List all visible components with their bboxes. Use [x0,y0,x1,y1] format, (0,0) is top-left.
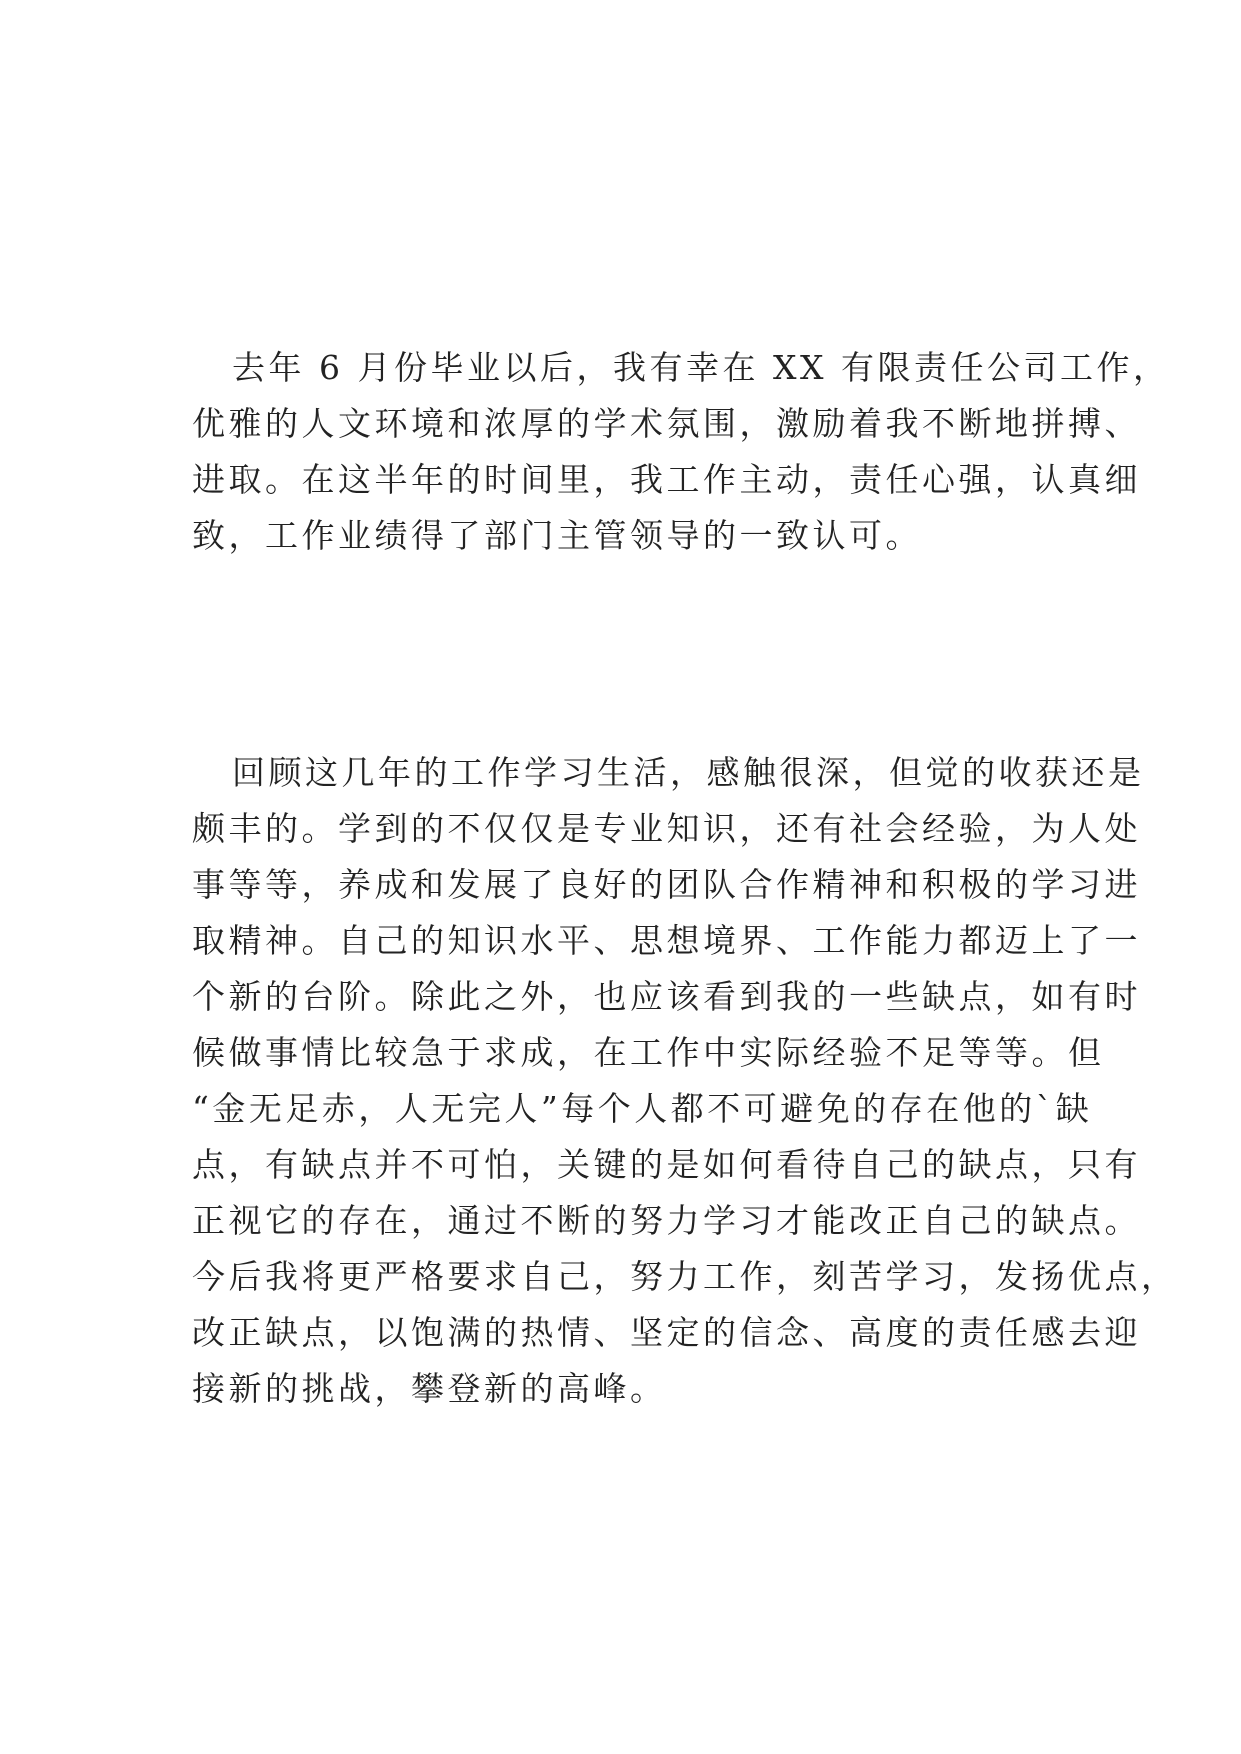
paragraph-line: 正视它的存在，通过不断的努力学习才能改正自己的缺点。 [192,1201,1141,1240]
paragraph-line: 改正缺点，以饱满的热情、坚定的信念、高度的责任感去迎 [192,1313,1141,1352]
paragraph-line: 点，有缺点并不可怕，关键的是如何看待自己的缺点，只有 [192,1145,1141,1184]
paragraph-line: 回顾这几年的工作学习生活，感触很深，但觉的收获还是 [232,753,1145,792]
paragraph-1 [192,340,1170,564]
paragraph-line: 进取。在这半年的时间里，我工作主动，责任心强，认真细 [192,460,1141,499]
paragraph-line: “金无足赤，人无完人”每个人都不可避免的存在他的`缺 [192,1089,1093,1128]
paragraph-line: 去年 6 月份毕业以后，我有幸在 XX 有限责任公司工作， [232,348,1170,387]
paragraph-line: 优雅的人文环境和浓厚的学术氛围，激励着我不断地拼搏、 [192,404,1141,443]
paragraph-line: 事等等，养成和发展了良好的团队合作精神和积极的学习进 [192,865,1141,904]
paragraph-line: 个新的台阶。除此之外，也应该看到我的一些缺点，如有时 [192,977,1141,1016]
paragraph-line: 候做事情比较急于求成，在工作中实际经验不足等等。但 [192,1033,1105,1072]
paragraph-line: 今后我将更严格要求自己，努力工作，刻苦学习，发扬优点， [192,1257,1178,1296]
paragraph-line: 接新的挑战，攀登新的高峰。 [192,1369,667,1408]
paragraph-line: 致，工作业绩得了部门主管领导的一致认可。 [192,516,922,555]
paragraph-2 [192,745,1178,1417]
paragraph-line: 颇丰的。学到的不仅仅是专业知识，还有社会经验，为人处 [192,809,1141,848]
paragraph-line: 取精神。自己的知识水平、思想境界、工作能力都迈上了一 [192,921,1141,960]
